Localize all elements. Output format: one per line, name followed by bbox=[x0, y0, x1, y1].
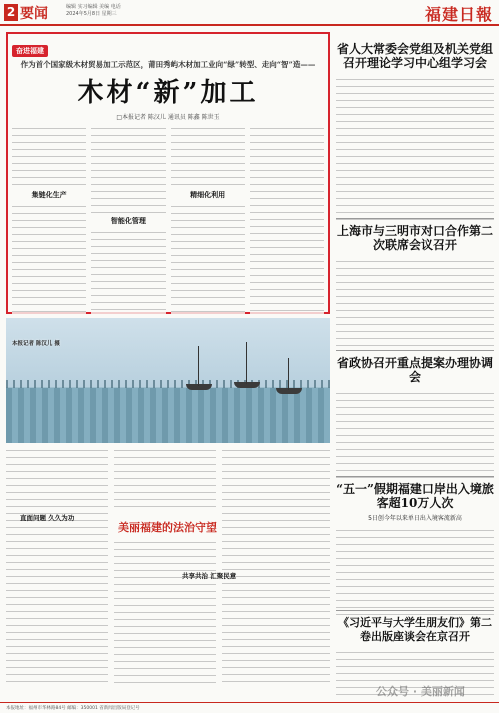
lower-column-1 bbox=[6, 447, 108, 687]
feature-column-1 bbox=[12, 125, 86, 315]
article-4-title: “五一”假期福建口岸出入境旅客超10万人次 bbox=[336, 482, 494, 510]
section-title: 要闻 bbox=[20, 6, 48, 22]
divider bbox=[336, 350, 494, 351]
feature-subhead-1: 集链化生产 bbox=[31, 191, 67, 199]
boat bbox=[186, 384, 212, 390]
article-5-title: 《习近平与大学生朋友们》第二卷出版座谈会在京召开 bbox=[338, 616, 492, 643]
article-4-body bbox=[336, 527, 494, 619]
feature-column-4 bbox=[250, 125, 324, 315]
feature-column-2 bbox=[91, 125, 165, 315]
photo-caption: 本报记者 陈汉儿 摄 bbox=[12, 341, 60, 347]
lower-subhead-1: 直面问题 久久为功 bbox=[20, 514, 75, 522]
article-4[interactable] bbox=[336, 482, 494, 619]
lower-column-2-top bbox=[114, 447, 216, 513]
masthead-logo: 福建日報 bbox=[424, 5, 493, 24]
paper-info: 编辑 实习编辑 美编 电话 2024年5月8日 星期三 bbox=[66, 4, 121, 17]
article-1[interactable] bbox=[336, 42, 494, 220]
page-footer: 本报地址：福州市华林路84号 邮编：350001 省新闻出版局登记号 bbox=[0, 702, 499, 713]
page-header bbox=[0, 0, 499, 26]
watermark: 公众号 · 美丽新闻 bbox=[376, 685, 465, 698]
article-3[interactable] bbox=[336, 356, 494, 480]
article-3-body bbox=[336, 390, 494, 480]
divider bbox=[336, 610, 494, 611]
feature-subhead-3: 精细化利用 bbox=[190, 191, 226, 199]
boat bbox=[276, 388, 302, 394]
feature-kicker: 作为首个国家级木材贸易加工示范区，莆田秀屿木材加工业向“绿”转型、走向“智”造—— bbox=[20, 60, 316, 69]
lower-column-2 bbox=[114, 539, 216, 687]
article-2[interactable] bbox=[336, 224, 494, 350]
lower-column-3 bbox=[222, 447, 330, 687]
feature-article[interactable] bbox=[6, 32, 330, 314]
article-1-title: 省人大常委会党组及机关党组召开理论学习中心组学习会 bbox=[336, 42, 493, 70]
boat bbox=[234, 382, 260, 388]
article-3-title: 省政协召开重点提案办理协调会 bbox=[336, 356, 493, 384]
lower-subhead-2: 共享共治 汇聚民意 bbox=[182, 572, 237, 580]
divider bbox=[336, 476, 494, 477]
article-1-body bbox=[336, 76, 494, 220]
divider bbox=[336, 218, 494, 219]
feature-byline: □本报记者 陈汉儿 通讯员 陈鑫 陈世玉 bbox=[116, 114, 220, 121]
news-photo bbox=[6, 318, 330, 443]
feature-column-3 bbox=[171, 125, 245, 315]
lower-title: 美丽福建的法治守望 bbox=[118, 521, 217, 534]
page-number: 2 bbox=[4, 4, 18, 21]
feature-subhead-2: 智能化管理 bbox=[110, 217, 146, 225]
article-4-subtitle: 5日创今年以来单日出入境客流新高 bbox=[368, 515, 462, 522]
article-2-body bbox=[336, 258, 494, 350]
feature-tag: 奋进福建 bbox=[12, 45, 48, 57]
feature-headline: 木材“新”加工 bbox=[77, 78, 259, 108]
article-2-title: 上海市与三明市对口合作第二次联席会议召开 bbox=[336, 224, 493, 252]
